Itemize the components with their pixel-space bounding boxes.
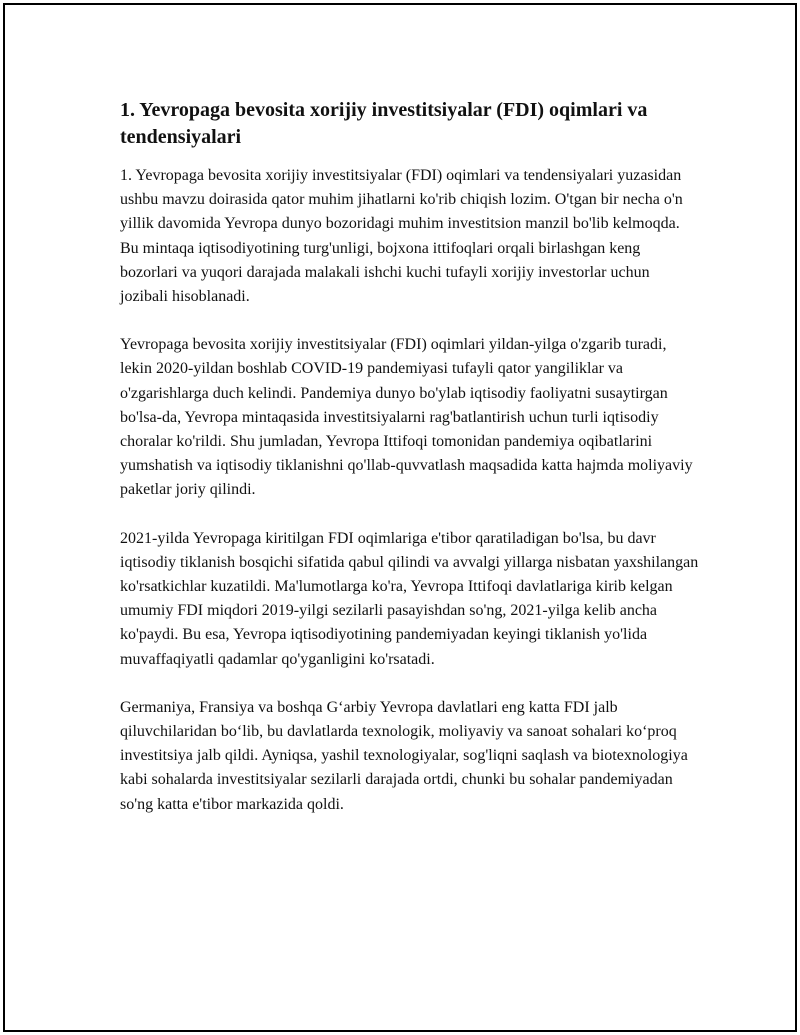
paragraph-intro: 1. Yevropaga bevosita xorijiy investitsiyalar (FDI) oqimlari va tendensiyalari yuzasidan ushbu mavzu doirasida qator muhim jihatlarni ko'rib chiqish lozim. O'tgan bir necha o'n yillik davomida Yevropa dunyo bozoridagi muhim investitsion manzil bo'lib kelmoqda. Bu mintaqa iqtisodiyotining turg'unligi, bojxona ittifoqlari orqali birlashgan keng bozorlari va yuqori darajada malakali ishchi kuchi tufayli xorijiy investorlar uchun jozibali hisoblanadi. <box>120 167 683 306</box>
paragraph-western-europe: Germaniya, Fransiya va boshqa G‘arbiy Yevropa davlatlari eng katta FDI jalb qiluvchilaridan bo‘lib, bu davlatlarda texnologik, moliyaviy va sanoat sohalari ko‘proq investitsiya jalb qildi. Ayniqsa, yashil texnologiyalar, sog'liqni saqlash va biotexnologiya kabi sohalarda investitsiyalar sezilarli darajada ortdi, chunki bu sohalar pandemiyadan so'ng katta e'tibor markazida qoldi. <box>120 698 688 813</box>
section-heading: 1. Yevropaga bevosita xorijiy investitsiyalar (FDI) oqimlari va tendensiyalari <box>120 99 648 148</box>
document-page <box>3 3 797 1032</box>
paragraph-covid: Yevropaga bevosita xorijiy investitsiyalar (FDI) oqimlari yildan-yilga o'zgarib turadi, lekin 2020-yildan boshlab COVID-19 pandemiyasi tufayli qator yangiliklar va o'zgarishlarga duch kelindi. Pandemiya dunyo bo'ylab iqtisodiy faoliyatni susaytirgan bo'lsa-da, Yevropa mintaqasida investitsiyalarni rag'batlantirish uchun turli iqtisodiy choralar ko'rildi. Shu jumladan, Yevropa Ittifoqi tomonidan pandemiya oqibatlarini yumshatish va iqtisodiy tiklanishni qo'llab-quvvatlash maqsadida katta hajmda moliyaviy paketlar joriy qilindi. <box>120 336 693 499</box>
paragraph-2021: 2021-yilda Yevropaga kiritilgan FDI oqimlariga e'tibor qaratiladigan bo'lsa, bu davr iqtisodiy tiklanish bosqichi sifatida qabul qilindi va avvalgi yillarga nisbatan yaxshilangan ko'rsatkichlar kuzatildi. Ma'lumotlarga ko'ra, Yevropa Ittifoqi davlatlariga kirib kelgan umumiy FDI miqdori 2019-yilgi sezilarli pasayishdan so'ng, 2021-yilga kelib ancha ko'paydi. Bu esa, Yevropa iqtisodiyotining pandemiyadan keyingi tiklanish yo'lida muvaffaqiyatli qadamlar qo'yganligini ko'rsatadi. <box>120 529 699 668</box>
document-body <box>120 97 700 817</box>
